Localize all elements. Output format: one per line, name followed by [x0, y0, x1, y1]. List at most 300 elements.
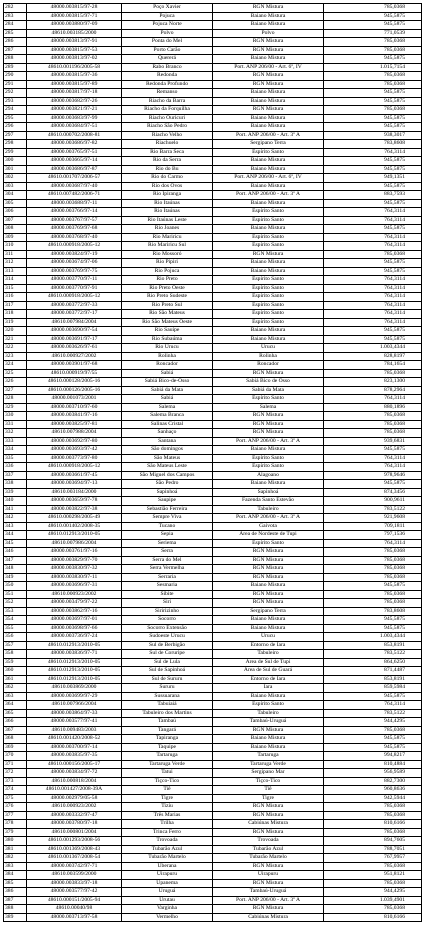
process-number-cell: 48610.012913/2010-05: [27, 675, 122, 684]
row-number-cell: 336: [4, 463, 27, 472]
table-row: [4, 225, 422, 234]
table-row: [4, 123, 422, 132]
row-number-cell: 352: [4, 599, 27, 608]
row-number-cell: 364: [4, 701, 27, 710]
reference-oil-cell: RGN Mistura: [213, 4, 324, 13]
row-number-cell: 388: [4, 905, 27, 914]
process-number-cell: 48000.003815/97-28: [27, 4, 122, 13]
row-number-cell: 389: [4, 913, 27, 922]
field-name-cell: Sururu: [122, 684, 213, 693]
price-cell: 785,0368: [324, 420, 422, 429]
process-number-cell: 48610.001402/2008-35: [27, 522, 122, 531]
process-number-cell: 48000.003479/97-22: [27, 599, 122, 608]
table-row: [4, 267, 422, 276]
price-cell: 764,3114: [324, 310, 422, 319]
field-name-cell: Rio do Bu: [122, 165, 213, 174]
process-number-cell: 48610.012913/2010-05: [27, 658, 122, 667]
process-number-cell: 48000.003815/97-36: [27, 72, 122, 81]
field-name-cell: Sabiá da Mata: [122, 386, 213, 395]
row-number-cell: 297: [4, 131, 27, 140]
row-number-cell: 381: [4, 845, 27, 854]
reference-oil-cell: Fazenda Santo Estevão: [213, 497, 324, 506]
price-cell: 878,2964: [324, 386, 422, 395]
price-cell: 945,5875: [324, 123, 422, 132]
price-cell: 764,3114: [324, 293, 422, 302]
table-row: [4, 191, 422, 200]
process-number-cell: 48000.003710/97-60: [27, 403, 122, 412]
price-cell: 945,5875: [324, 480, 422, 489]
table-row: [4, 582, 422, 591]
process-number-cell: 48000.003767/97-57: [27, 216, 122, 225]
row-number-cell: 314: [4, 276, 27, 285]
price-cell: 783,5122: [324, 650, 422, 659]
reference-oil-cell: RGN Mistura: [213, 250, 324, 259]
table-row: [4, 352, 422, 361]
table-row: [4, 386, 422, 395]
price-cell: 785,0368: [324, 46, 422, 55]
row-number-cell: 349: [4, 573, 27, 582]
reference-oil-cell: Tartaruga Verde: [213, 760, 324, 769]
row-number-cell: 347: [4, 556, 27, 565]
reference-oil-cell: Espírito Santo: [213, 301, 324, 310]
reference-oil-cell: Salema: [213, 403, 324, 412]
row-number-cell: 359: [4, 658, 27, 667]
row-number-cell: 373: [4, 777, 27, 786]
reference-oil-cell: Sergipano Mar: [213, 769, 324, 778]
price-cell: 764,3114: [324, 276, 422, 285]
process-number-cell: 48610.001427/2008-39A: [27, 786, 122, 795]
row-number-cell: 353: [4, 607, 27, 616]
field-name-cell: Uberana: [122, 862, 213, 871]
reference-oil-cell: Baiano Mistura: [213, 616, 324, 625]
process-number-cell: 48000.003880/97-09: [27, 21, 122, 30]
reference-oil-cell: Sergipano Terra: [213, 140, 324, 149]
price-cell: 764,3114: [324, 242, 422, 251]
process-number-cell: 48000.003769/97-68: [27, 225, 122, 234]
row-number-cell: 287: [4, 46, 27, 55]
reference-oil-cell: Sabiá Bico de Osso: [213, 378, 324, 387]
field-name-cell: São Mateus Leste: [122, 463, 213, 472]
table-row: [4, 174, 422, 183]
process-number-cell: 48000.003830/97-32: [27, 565, 122, 574]
field-name-cell: Sul de Sururu: [122, 675, 213, 684]
row-number-cell: 325: [4, 369, 27, 378]
reference-oil-cell: RGN Mistura: [213, 429, 324, 438]
process-number-cell: 48000.003674/97-06: [27, 259, 122, 268]
price-cell: 785,0368: [324, 369, 422, 378]
reference-oil-cell: RGN Mistura: [213, 80, 324, 89]
reference-oil-cell: RGN Mistura: [213, 726, 324, 735]
process-number-cell: 48610.000128/2005-16: [27, 378, 122, 387]
process-number-cell: 48000.002979/05-58: [27, 794, 122, 803]
field-name-cell: Redonda: [122, 72, 213, 81]
reference-oil-cell: Espírito Santo: [213, 242, 324, 251]
row-number-cell: 319: [4, 318, 27, 327]
reference-oil-cell: RGN Mistura: [213, 803, 324, 812]
field-name-cell: Santana: [122, 437, 213, 446]
price-cell: 810,6166: [324, 820, 422, 829]
reference-oil-cell: Baiano Mistura: [213, 182, 324, 191]
reference-oil-cell: Gaivota: [213, 522, 324, 531]
field-price-table: [3, 3, 422, 922]
row-number-cell: 313: [4, 267, 27, 276]
reference-oil-cell: Baiano Mistura: [213, 259, 324, 268]
table-row: [4, 616, 422, 625]
row-number-cell: 348: [4, 565, 27, 574]
row-number-cell: 340: [4, 497, 27, 506]
table-row: [4, 12, 422, 21]
row-number-cell: 380: [4, 837, 27, 846]
process-number-cell: 48000.003768/97-40: [27, 233, 122, 242]
field-name-cell: Remanso: [122, 89, 213, 98]
table-row: [4, 667, 422, 676]
price-cell: 882,7300: [324, 777, 422, 786]
price-cell: 784,1654: [324, 361, 422, 370]
row-number-cell: 316: [4, 293, 27, 302]
process-number-cell: 48610.000923/2002: [27, 590, 122, 599]
row-number-cell: 383: [4, 862, 27, 871]
reference-oil-cell: Tartaruga: [213, 752, 324, 761]
table-row: [4, 131, 422, 140]
price-cell: 945,5875: [324, 97, 422, 106]
field-name-cell: Pojuca Norte: [122, 21, 213, 30]
table-row: [4, 565, 422, 574]
field-name-cell: Poço Xavier: [122, 4, 213, 13]
table-row: [4, 845, 422, 854]
table-row: [4, 21, 422, 30]
process-number-cell: 48000.003901/97-68: [27, 361, 122, 370]
process-number-cell: 48610.000918/2005-12: [27, 463, 122, 472]
field-name-cell: Sempre Viva: [122, 514, 213, 523]
row-number-cell: 365: [4, 709, 27, 718]
reference-oil-cell: Espírito Santo: [213, 276, 324, 285]
reference-oil-cell: Tiçco-Tico: [213, 777, 324, 786]
row-number-cell: 311: [4, 250, 27, 259]
process-number-cell: 48610.000918/2005-12: [27, 293, 122, 302]
field-name-cell: Rolinha: [122, 352, 213, 361]
reference-oil-cell: Tubarão Martelo: [213, 854, 324, 863]
field-name-cell: Rio São Mateus Oeste: [122, 318, 213, 327]
field-name-cell: Varginha: [122, 905, 213, 914]
process-number-cell: 48000.003822/97-38: [27, 505, 122, 514]
process-number-cell: 48000.003684/97-51: [27, 123, 122, 132]
price-cell: 1.015,7154: [324, 63, 422, 72]
field-name-cell: Rio Itaúnas: [122, 208, 213, 217]
process-number-cell: 48000.001073/2001: [27, 395, 122, 404]
field-name-cell: Quererá: [122, 55, 213, 64]
process-number-cell: 48000.003683/97-99: [27, 114, 122, 123]
reference-oil-cell: RGN Mistura: [213, 548, 324, 557]
table-row: [4, 420, 422, 429]
table-row: [4, 38, 422, 47]
row-number-cell: 324: [4, 361, 27, 370]
reference-oil-cell: RGN Mistura: [213, 420, 324, 429]
row-number-cell: 296: [4, 123, 27, 132]
price-cell: 785,0368: [324, 4, 422, 13]
field-name-cell: Tartaruga: [122, 752, 213, 761]
row-number-cell: 382: [4, 854, 27, 863]
process-number-cell: 48000.003817/97-18: [27, 89, 122, 98]
row-number-cell: 331: [4, 420, 27, 429]
process-number-cell: 48000.003699/97-29: [27, 692, 122, 701]
row-number-cell: 339: [4, 488, 27, 497]
table-row: [4, 293, 422, 302]
process-number-cell: 48000.003835/97-35: [27, 752, 122, 761]
reference-oil-cell: Port. ANP 206/00 - Art. 3º A: [213, 191, 324, 200]
process-number-cell: 48610.000919/97/55: [27, 369, 122, 378]
table-row: [4, 718, 422, 727]
table-row: [4, 786, 422, 795]
row-number-cell: 371: [4, 760, 27, 769]
table-row: [4, 862, 422, 871]
price-cell: 764,3114: [324, 318, 422, 327]
reference-oil-cell: Espírito Santo: [213, 208, 324, 217]
reference-oil-cell: Baiano Mistura: [213, 97, 324, 106]
row-number-cell: 350: [4, 582, 27, 591]
table-row: [4, 361, 422, 370]
row-number-cell: 367: [4, 726, 27, 735]
process-number-cell: 48000.003833/97-18: [27, 879, 122, 888]
table-row: [4, 743, 422, 752]
table-row: [4, 429, 422, 438]
price-cell: 788,7051: [324, 845, 422, 854]
row-number-cell: 308: [4, 225, 27, 234]
reference-oil-cell: Tabuleiro: [213, 505, 324, 514]
field-name-cell: Tartaruga Verde: [122, 760, 213, 769]
row-number-cell: 342: [4, 514, 27, 523]
process-number-cell: 48000.003692/97-80: [27, 437, 122, 446]
price-cell: 949,1351: [324, 174, 422, 183]
price-cell: 764,3114: [324, 216, 422, 225]
field-name-cell: Upanema: [122, 879, 213, 888]
row-number-cell: 333: [4, 437, 27, 446]
table-row: [4, 854, 422, 863]
field-name-cell: Sanhaço: [122, 429, 213, 438]
price-cell: 764,3114: [324, 148, 422, 157]
row-number-cell: 379: [4, 828, 27, 837]
row-number-cell: 290: [4, 72, 27, 81]
table-row: [4, 55, 422, 64]
table-row: [4, 548, 422, 557]
price-cell: 994,8217: [324, 752, 422, 761]
row-number-cell: 291: [4, 80, 27, 89]
row-number-cell: 361: [4, 675, 27, 684]
price-cell: 938,3017: [324, 131, 422, 140]
field-name-cell: Tubarão Azul: [122, 845, 213, 854]
row-number-cell: 358: [4, 650, 27, 659]
field-name-cell: Tangará: [122, 726, 213, 735]
reference-oil-cell: RGN Mistura: [213, 412, 324, 421]
price-cell: 810,4884: [324, 760, 422, 769]
reference-oil-cell: RGN Mistura: [213, 106, 324, 115]
row-number-cell: 315: [4, 284, 27, 293]
row-number-cell: 306: [4, 208, 27, 217]
table-row: [4, 199, 422, 208]
reference-oil-cell: Baiano Mistura: [213, 165, 324, 174]
row-number-cell: 301: [4, 165, 27, 174]
price-cell: 945,5875: [324, 267, 422, 276]
reference-oil-cell: Baiano Mistura: [213, 55, 324, 64]
process-number-cell: 48610.012913/2010-05: [27, 641, 122, 650]
field-name-cell: Rio Subaúma: [122, 335, 213, 344]
process-number-cell: 48000.003769/97-75: [27, 267, 122, 276]
row-number-cell: 374: [4, 786, 27, 795]
table-row: [4, 590, 422, 599]
price-cell: 859,5984: [324, 684, 422, 693]
reference-oil-cell: Espírito Santo: [213, 454, 324, 463]
process-number-cell: 48000.003834/97-72: [27, 769, 122, 778]
reference-oil-cell: RGN Mistura: [213, 811, 324, 820]
price-cell: 764,3114: [324, 463, 422, 472]
field-name-cell: Tapiranga: [122, 735, 213, 744]
process-number-cell: 48000.003773/97-80: [27, 454, 122, 463]
price-cell: 945,5875: [324, 55, 422, 64]
price-cell: 945,5875: [324, 327, 422, 336]
table-row: [4, 259, 422, 268]
price-cell: 764,3114: [324, 301, 422, 310]
field-name-cell: Serra Vermelha: [122, 565, 213, 574]
reference-oil-cell: Port. ANP 206/00 - Art. 6º, IV: [213, 174, 324, 183]
table-row: [4, 760, 422, 769]
price-cell: 764,3114: [324, 539, 422, 548]
field-name-cell: Sul de Sapinhoá: [122, 667, 213, 676]
process-number-cell: 48610.000818/2004: [27, 777, 122, 786]
price-cell: 945,5875: [324, 157, 422, 166]
field-name-cell: Pojuca: [122, 12, 213, 21]
table-row: [4, 46, 422, 55]
process-number-cell: 48610.00040/98: [27, 905, 122, 914]
field-name-cell: Vermelho: [122, 913, 213, 922]
process-number-cell: 48610.007988/2004: [27, 429, 122, 438]
field-name-cell: Salinas Cristal: [122, 420, 213, 429]
field-name-cell: Porto Carão: [122, 46, 213, 55]
reference-oil-cell: RGN Mistura: [213, 905, 324, 914]
reference-oil-cell: Alagoano: [213, 471, 324, 480]
price-cell: 883,7593: [324, 191, 422, 200]
table-row: [4, 531, 422, 540]
process-number-cell: 48000.003686/97-87: [27, 165, 122, 174]
process-number-cell: 48000.003687/97-40: [27, 182, 122, 191]
price-cell: 945,5875: [324, 182, 422, 191]
table-row: [4, 63, 422, 72]
field-name-cell: Rio Pipiri: [122, 259, 213, 268]
process-number-cell: 48000.003824/97-19: [27, 250, 122, 259]
price-cell: 921,9608: [324, 514, 422, 523]
reference-oil-cell: Baiano Mistura: [213, 735, 324, 744]
process-number-cell: 48610.007482/2006-71: [27, 191, 122, 200]
price-cell: 945,5875: [324, 165, 422, 174]
process-number-cell: 48000.003829/97-70: [27, 556, 122, 565]
process-number-cell: 48000.003661/97-45: [27, 471, 122, 480]
price-cell: 828,8197: [324, 352, 422, 361]
reference-oil-cell: Baiano Mistura: [213, 692, 324, 701]
table-row: [4, 675, 422, 684]
reference-oil-cell: Espírito Santo: [213, 233, 324, 242]
process-number-cell: 48610.003599/2000: [27, 871, 122, 880]
price-cell: 956,9589: [324, 769, 422, 778]
table-row: [4, 488, 422, 497]
row-number-cell: 299: [4, 148, 27, 157]
field-name-cell: Roncador: [122, 361, 213, 370]
row-number-cell: 368: [4, 735, 27, 744]
field-name-cell: Riacho Ouricuri: [122, 114, 213, 123]
reference-oil-cell: Baiano Mistura: [213, 335, 324, 344]
row-number-cell: 304: [4, 191, 27, 200]
field-name-cell: Sul de Coruripe: [122, 650, 213, 659]
table-row: [4, 896, 422, 905]
table-row: [4, 624, 422, 633]
row-number-cell: 321: [4, 335, 27, 344]
row-number-cell: 305: [4, 199, 27, 208]
row-number-cell: 323: [4, 352, 27, 361]
field-name-cell: Sebastião Ferreira: [122, 505, 213, 514]
process-number-cell: 48000.003694/97-13: [27, 480, 122, 489]
table-row: [4, 276, 422, 285]
field-name-cell: Três Marias: [122, 811, 213, 820]
field-name-cell: Rio Preto Sudeste: [122, 293, 213, 302]
reference-oil-cell: Área de Sul de Tupi: [213, 658, 324, 667]
price-cell: 785,0368: [324, 80, 422, 89]
row-number-cell: 366: [4, 718, 27, 727]
reference-oil-cell: Tambaú-Uruguá: [213, 718, 324, 727]
reference-oil-cell: Tiê: [213, 786, 324, 795]
field-name-cell: Siri: [122, 599, 213, 608]
price-cell: 1.039,4901: [324, 896, 422, 905]
price-cell: 951,8121: [324, 871, 422, 880]
price-cell: 783,8608: [324, 140, 422, 149]
price-cell: 1.003,4344: [324, 633, 422, 642]
field-name-cell: Trinca Ferro: [122, 828, 213, 837]
price-cell: 785,0368: [324, 429, 422, 438]
price-cell: 810,6166: [324, 913, 422, 922]
reference-oil-cell: Sergipano Terra: [213, 607, 324, 616]
process-number-cell: 48610.000298/2005-49: [27, 514, 122, 523]
reference-oil-cell: Espírito Santo: [213, 284, 324, 293]
process-number-cell: 48000.003690/97-54: [27, 327, 122, 336]
reference-oil-cell: Iara: [213, 684, 324, 693]
field-name-cell: Rio dos Ovos: [122, 182, 213, 191]
process-number-cell: 48000.003686/97-82: [27, 140, 122, 149]
process-number-cell: 48610.007984/2004: [27, 318, 122, 327]
price-cell: 942,5944: [324, 794, 422, 803]
field-name-cell: Polvo: [122, 29, 213, 38]
field-name-cell: São domingos: [122, 446, 213, 455]
price-cell: 939,6831: [324, 437, 422, 446]
process-number-cell: 48610.007966/2004: [27, 701, 122, 710]
process-number-cell: 48000.003836/97-71: [27, 650, 122, 659]
reference-oil-cell: Entorno de Iara: [213, 675, 324, 684]
price-cell: 785,0368: [324, 599, 422, 608]
process-number-cell: 48610.000702/2008-81: [27, 131, 122, 140]
reference-oil-cell: Baiano Mistura: [213, 225, 324, 234]
field-name-cell: Rio Joanes: [122, 225, 213, 234]
reference-oil-cell: Espírito Santo: [213, 310, 324, 319]
field-name-cell: Socorro: [122, 616, 213, 625]
table-row: [4, 709, 422, 718]
table-row: [4, 301, 422, 310]
document-page: [3, 3, 405, 924]
table-row: [4, 913, 422, 922]
reference-oil-cell: Baiano Mistura: [213, 267, 324, 276]
process-number-cell: 48000.003332/97-47: [27, 811, 122, 820]
table-body: [4, 4, 422, 922]
row-number-cell: 343: [4, 522, 27, 531]
table-row: [4, 803, 422, 812]
reference-oil-cell: Urucu: [213, 344, 324, 353]
process-number-cell: 48000.003772/97-17: [27, 310, 122, 319]
field-name-cell: Rio Ipiranga: [122, 191, 213, 200]
reference-oil-cell: Espírito Santo: [213, 216, 324, 225]
